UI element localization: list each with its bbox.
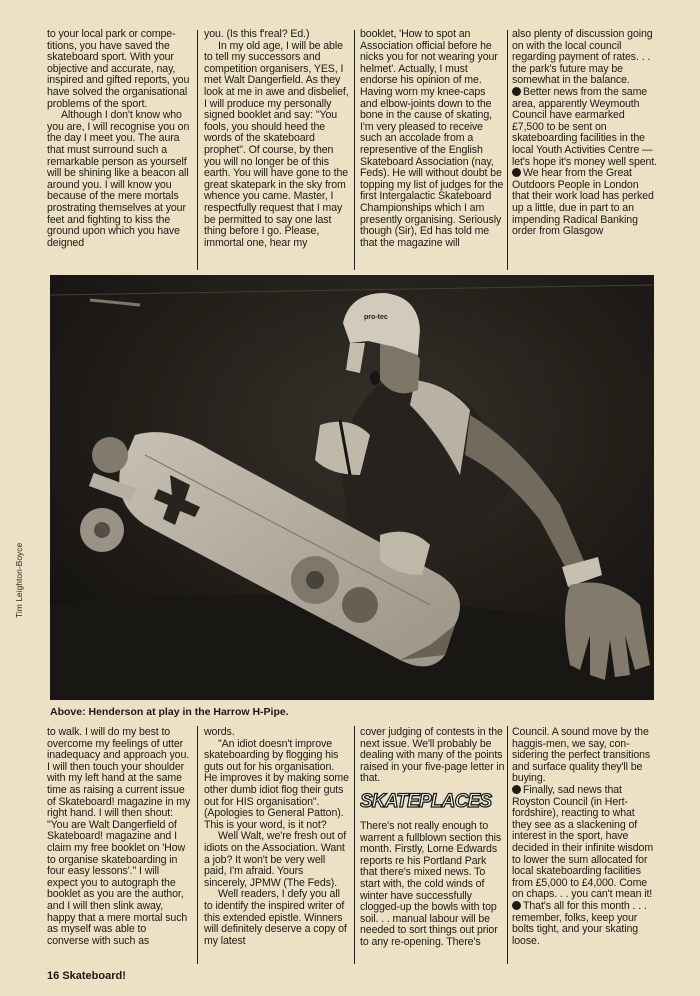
paragraph: Council. A sound move by the haggis-men, we say, considering the perfect transitions and surface quality they'll be buying. [512,727,651,785]
column-rule [197,30,198,270]
top-column-3 [360,29,505,271]
top-column-4 [512,29,657,271]
bullet-icon [512,168,521,177]
skater-photo [50,275,654,700]
news-item [512,168,657,238]
paragraph: you. (Is this f'real? Ed.) [204,29,310,40]
paragraph: booklet, 'How to spot an Association official before he nicks you for not wearing your helmet'. Actually, I must endorse his opinion of me. Having worn my knee-caps and elbow-joints down to the bone in the cause of skating, I'm very pleased to receive such an accolade from a representive of the English Skateboard Association (nay, Feds). He will without doubt be topping my list of judges for the first Intergalactic Skateboard Championships which I am presently organising. Seriously though (Sir), Ed has told me that the magazine will [360,29,504,249]
column-rule [197,726,198,964]
paragraph: also plenty of discussion going on with the local council regarding payment of rates. . . the park's future may be somewhat in the balance. [512,29,653,87]
paragraph: Well Walt, we're fresh out of idiots on the Association. Want a job? It won't be very well paid, I'm afraid. Yours sincerely, JPMW (The Feds). [204,830,347,889]
helmet-logo-text: pro-tec [364,314,388,321]
paragraph: Although I don't know who you are, I will recognise you on the day I meet you. The aura that must surround such a remarkable person as yourself will be shining like a beacon all around you. I will know you because of the mere mortals prostrating themselves at your feet and fighting to kiss the ground upon which you have deigned [47,109,190,249]
paragraph: words. [204,727,235,738]
bullet-icon [512,901,521,910]
bottom-column-1 [47,727,191,963]
top-column-1 [47,29,191,271]
news-text: That's all for this month . . . remember, folks, keep your bolts tight, and your skating loose. [512,899,647,947]
page-number: 16 [47,970,60,982]
news-item [512,901,657,947]
paragraph: There's not really enough to warrent a fullblown section this month. Firstly, Lorne Edwards reports re his Portland Park that there's mixed news. To start with, the cold winds of winter have successfully clogged-up the bowls with top soil. . . manual labour will be needed to sort things out prior to any re-opening. There's [360,819,502,948]
bottom-column-2 [204,727,349,963]
bottom-column-4 [512,727,657,963]
news-item [512,87,657,168]
paragraph: Well readers, I defy you all to identify the inspired writer of this extended epistle. Winners will definitely deserve a copy of my latest [204,888,347,947]
section-heading: SKATEPLACES [360,790,492,812]
news-text: We hear from the Great Outdoors People in London that their work load has perked up a little, due in part to an impending Radical Banking order from Glasgow [512,167,654,238]
paragraph: cover judging of contests in the next issue. We'll probably be dealing with many of the points raised in your five-page letter in that. [360,727,505,785]
news-item [512,785,657,901]
column-rule [507,726,508,964]
paragraph: to your local park or competitions, you have saved the skateboard sport. With your objective and accurate, nay, inspired and gifted reports, you have solved the organisational problems of the sport. [47,29,190,110]
column-rule [354,30,355,270]
photo-caption: Above: Henderson at play in the Harrow H-Pipe. [50,706,289,718]
bullet-icon [512,87,521,96]
news-text: Finally, sad news that Royston Council (in Hertfordshire), reacting to what they see as a slackening of interest in the sport, have decided in their infinite wisdom to lower the sum allocated for local skateboarding facilities from £5,000 to £4,000. Come on chaps. . . you can't mean it! [512,783,654,901]
top-column-2 [204,29,349,271]
column-rule [354,726,355,964]
bullet-icon [512,785,521,794]
news-text: Better news from the same area, apparently Weymouth Council have earmarked £7,500 to be sent on skateboarding facilities in the local Youth Activities Centre — let's hope it's money well spent. [512,85,657,168]
bottom-column-3 [360,727,505,963]
page-folio [47,970,126,982]
paragraph: In my old age, I will be able to tell my successors and competition organisers, YES, I met Walt Dangerfield. As they look at me in awe and disbelief, I will produce my personally signed booklet and say: "You fools, you should heed the words of the skateboard prophet". Of course, by then you will no longer be of this earth. You will have gone to the great skatepark in the sky from whence you came. Master, I respectfully request that I may be permitted to say one last thing before I go. Please, immortal one, hear my [204,39,349,249]
column-rule [507,30,508,270]
paragraph: to walk. I will do my best to overcome my feelings of utter inadequacy and approach you. I will then touch your shoulder with my left hand at the same time as raising a current issue of Skateboard! magazine in my right hand. I will then shout: "You are Walt Dangerfield of Skateboard! magazine and I claim my free booklet on 'How to organise skateboarding in four easy lessons'." I will expect you to autograph the booklet as you are the author, and I will then slink away, happy that a mere mortal such as myself was able to converse with such as [47,727,191,947]
paragraph: "An idiot doesn't improve skateboarding by flogging his guts out for his organisation. He improves it by making some other dumb idiot flog their guts out for HIS organisation". (Apologies to General Patton). This is your word, is it not? [204,737,349,831]
photo-credit: Tim Leighton-Boyce [14,542,24,618]
magazine-name: Skateboard! [62,970,126,982]
